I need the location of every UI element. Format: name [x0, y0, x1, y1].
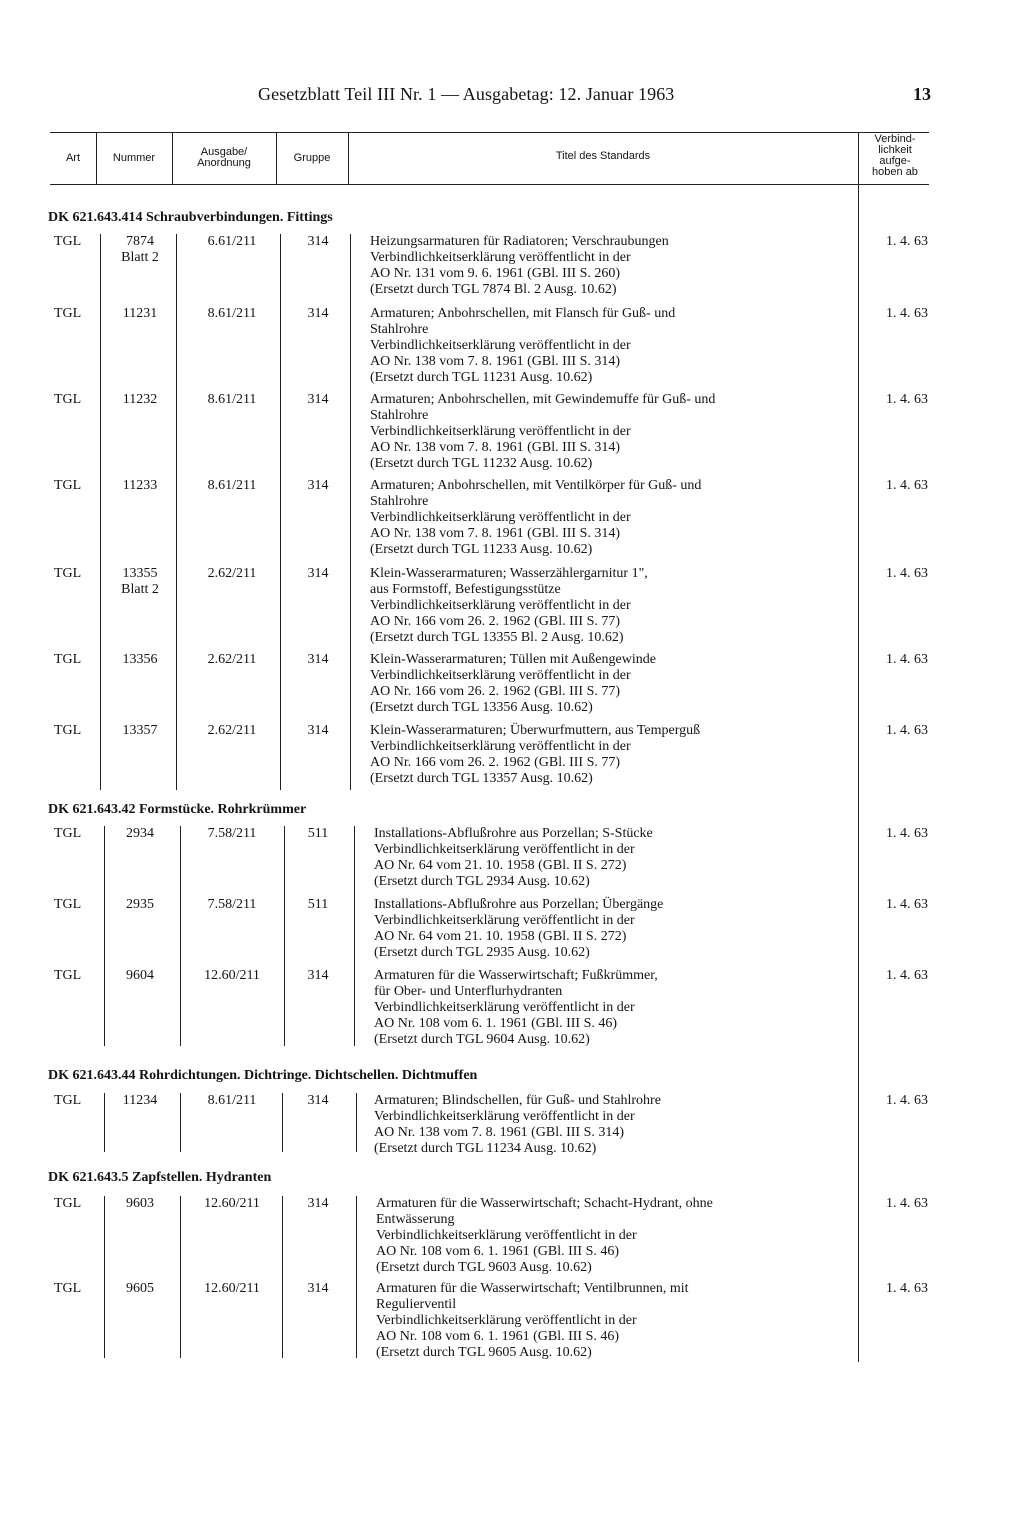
- titel-line: AO Nr. 138 vom 7. 8. 1961 (GBl. III S. 314): [374, 1125, 625, 1140]
- aufgehoben-cell: 1. 4. 63: [886, 566, 928, 581]
- titel-line: (Ersetzt durch TGL 13355 Bl. 2 Ausg. 10.62): [370, 630, 624, 645]
- titel-cell: [370, 234, 860, 298]
- titel-line: Verbindlichkeitserklärung veröffentlicht in der: [370, 338, 631, 353]
- nummer-cell: [104, 566, 176, 598]
- titel-line: Armaturen für die Wasserwirtschaft; Ventilbrunnen, mit: [376, 1281, 689, 1296]
- column-header-verbindlichkeit: Verbind- lichkeit aufge- hoben ab: [872, 133, 918, 178]
- nummer-line: 11234: [122, 1093, 158, 1108]
- titel-line: Klein-Wasserarmaturen; Überwurfmuttern, aus Temperguß: [370, 723, 701, 738]
- titel-cell: [370, 566, 860, 646]
- titel-line: AO Nr. 64 vom 21. 10. 1958 (GBl. II S. 272): [374, 929, 627, 944]
- gruppe-cell: 314: [307, 392, 329, 407]
- titel-line: Klein-Wasserarmaturen; Wasserzählergarnitur 1",: [370, 566, 648, 581]
- art-cell: TGL: [54, 306, 82, 321]
- titel-line: Verbindlichkeitserklärung veröffentlicht in der: [376, 1228, 637, 1243]
- titel-cell: [370, 306, 860, 386]
- titel-cell: [370, 478, 860, 558]
- titel-line: für Ober- und Unterflurhydranten: [374, 984, 563, 999]
- titel-line: (Ersetzt durch TGL 11232 Ausg. 10.62): [370, 456, 593, 471]
- nummer-line: 13355: [122, 566, 158, 581]
- titel-cell: [376, 1281, 866, 1361]
- column-rule: [284, 826, 285, 1046]
- titel-line: Verbindlichkeitserklärung veröffentlicht in der: [370, 510, 631, 525]
- titel-line: Installations-Abflußrohre aus Porzellan; S-Stücke: [374, 826, 653, 841]
- titel-line: Verbindlichkeitserklärung veröffentlicht in der: [370, 424, 631, 439]
- titel-line: Verbindlichkeitserklärung veröffentlicht in der: [374, 842, 635, 857]
- titel-line: AO Nr. 166 vom 26. 2. 1962 (GBl. III S. 77): [370, 684, 621, 699]
- titel-line: AO Nr. 138 vom 7. 8. 1961 (GBl. III S. 314): [370, 440, 621, 455]
- titel-cell: [374, 897, 864, 961]
- column-rule: [280, 234, 281, 790]
- titel-line: Armaturen; Anbohrschellen, mit Flansch für Guß- und: [370, 306, 676, 321]
- titel-line: (Ersetzt durch TGL 2935 Ausg. 10.62): [374, 945, 590, 960]
- column-header-nummer: Nummer: [112, 152, 156, 164]
- ausgabe-cell: 12.60/211: [204, 968, 260, 983]
- titel-cell: [370, 392, 860, 472]
- ausgabe-cell: 7.58/211: [207, 826, 257, 841]
- column-rule: [104, 1196, 105, 1358]
- column-header-ausgabe: Ausgabe/ Anordnung: [197, 146, 251, 169]
- nummer-line: 13357: [122, 723, 158, 738]
- art-cell: TGL: [54, 1281, 82, 1296]
- gruppe-cell: 511: [307, 826, 329, 841]
- nummer-cell: [104, 392, 176, 408]
- art-cell: TGL: [54, 566, 82, 581]
- titel-cell: [374, 826, 864, 890]
- titel-line: AO Nr. 166 vom 26. 2. 1962 (GBl. III S. 77): [370, 614, 621, 629]
- aufgehoben-cell: 1. 4. 63: [886, 723, 928, 738]
- nummer-cell: [104, 478, 176, 494]
- column-header-gruppe: Gruppe: [293, 152, 331, 164]
- titel-line: Armaturen; Blindschellen, für Guß- und Stahlrohre: [374, 1093, 661, 1108]
- titel-line: Verbindlichkeitserklärung veröffentlicht in der: [374, 1000, 635, 1015]
- art-cell: TGL: [54, 392, 82, 407]
- gruppe-cell: 511: [307, 897, 329, 912]
- titel-line: Verbindlichkeitserklärung veröffentlicht in der: [370, 598, 631, 613]
- ausgabe-cell: 8.61/211: [207, 392, 257, 407]
- column-rule: [104, 826, 105, 1046]
- titel-line: Regulierventil: [376, 1297, 457, 1312]
- aufgehoben-cell: 1. 4. 63: [886, 1093, 928, 1108]
- nummer-line: 11231: [122, 306, 158, 321]
- titel-line: (Ersetzt durch TGL 11231 Ausg. 10.62): [370, 370, 593, 385]
- gruppe-cell: 314: [307, 566, 329, 581]
- titel-line: Stahlrohre: [370, 322, 429, 337]
- titel-line: (Ersetzt durch TGL 7874 Bl. 2 Ausg. 10.62): [370, 282, 617, 297]
- column-rule: [100, 234, 101, 790]
- titel-line: (Ersetzt durch TGL 9603 Ausg. 10.62): [376, 1260, 592, 1275]
- art-cell: TGL: [54, 897, 82, 912]
- ausgabe-cell: 6.61/211: [207, 234, 257, 249]
- art-cell: TGL: [54, 1093, 82, 1108]
- titel-line: Verbindlichkeitserklärung veröffentlicht in der: [370, 739, 631, 754]
- nummer-cell: [104, 968, 176, 984]
- gruppe-cell: 314: [307, 968, 329, 983]
- art-cell: TGL: [54, 234, 82, 249]
- titel-line: (Ersetzt durch TGL 9604 Ausg. 10.62): [374, 1032, 590, 1047]
- ausgabe-cell: 12.60/211: [204, 1281, 260, 1296]
- titel-cell: [376, 1196, 866, 1276]
- page-header-title: Gesetzblatt Teil III Nr. 1 — Ausgabetag: 12. Januar 1963: [258, 84, 675, 104]
- titel-cell: [370, 652, 860, 716]
- gruppe-cell: 314: [307, 723, 329, 738]
- aufgehoben-cell: 1. 4. 63: [886, 234, 928, 249]
- titel-line: AO Nr. 108 vom 6. 1. 1961 (GBl. III S. 46): [374, 1016, 618, 1031]
- nummer-cell: [104, 897, 176, 913]
- section-heading: DK 621.643.414 Schraubverbindungen. Fittings: [48, 210, 333, 225]
- art-cell: TGL: [54, 826, 82, 841]
- titel-line: Armaturen für die Wasserwirtschaft; Fußkrümmer,: [374, 968, 658, 983]
- aufgehoben-cell: 1. 4. 63: [886, 1281, 928, 1296]
- gruppe-cell: 314: [307, 1281, 329, 1296]
- nummer-cell: [104, 723, 176, 739]
- gruppe-cell: 314: [307, 652, 329, 667]
- aufgehoben-cell: 1. 4. 63: [886, 478, 928, 493]
- nummer-cell: [104, 1093, 176, 1109]
- titel-line: Verbindlichkeitserklärung veröffentlicht in der: [376, 1313, 637, 1328]
- titel-line: AO Nr. 138 vom 7. 8. 1961 (GBl. III S. 314): [370, 526, 621, 541]
- column-rule: [356, 1196, 357, 1358]
- nummer-line: 7874: [126, 234, 154, 249]
- nummer-cell: [104, 652, 176, 668]
- titel-cell: [374, 968, 864, 1048]
- titel-line: Verbindlichkeitserklärung veröffentlicht in der: [374, 1109, 635, 1124]
- titel-line: Armaturen; Anbohrschellen, mit Ventilkörper für Guß- und: [370, 478, 702, 493]
- titel-line: Verbindlichkeitserklärung veröffentlicht in der: [374, 913, 635, 928]
- nummer-line: 9605: [126, 1281, 154, 1296]
- titel-line: Verbindlichkeitserklärung veröffentlicht in der: [370, 668, 631, 683]
- nummer-cell: [104, 1281, 176, 1297]
- nummer-line: 9603: [126, 1196, 154, 1211]
- titel-line: (Ersetzt durch TGL 2934 Ausg. 10.62): [374, 874, 590, 889]
- titel-cell: [370, 723, 860, 787]
- aufgehoben-cell: 1. 4. 63: [886, 652, 928, 667]
- aufgehoben-cell: 1. 4. 63: [886, 897, 928, 912]
- aufgehoben-cell: 1. 4. 63: [886, 1196, 928, 1211]
- art-cell: TGL: [54, 723, 82, 738]
- titel-line: Verbindlichkeitserklärung veröffentlicht in der: [370, 250, 631, 265]
- column-rule: [180, 826, 181, 1046]
- nummer-line: Blatt 2: [121, 250, 159, 265]
- section-heading: DK 621.643.5 Zapfstellen. Hydranten: [48, 1170, 272, 1185]
- ausgabe-cell: 8.61/211: [207, 1093, 257, 1108]
- nummer-line: 2934: [126, 826, 154, 841]
- titel-line: AO Nr. 64 vom 21. 10. 1958 (GBl. II S. 272): [374, 858, 627, 873]
- section-heading: DK 621.643.42 Formstücke. Rohrkrümmer: [48, 802, 307, 817]
- nummer-cell: [104, 234, 176, 266]
- titel-line: Installations-Abflußrohre aus Porzellan; Übergänge: [374, 897, 664, 912]
- titel-line: (Ersetzt durch TGL 9605 Ausg. 10.62): [376, 1345, 592, 1360]
- aufgehoben-cell: 1. 4. 63: [886, 826, 928, 841]
- ausgabe-cell: 8.61/211: [207, 306, 257, 321]
- titel-line: Stahlrohre: [370, 494, 429, 509]
- column-rule: [356, 1093, 357, 1152]
- nummer-line: 9604: [126, 968, 154, 983]
- titel-line: Armaturen; Anbohrschellen, mit Gewindemuffe für Guß- und: [370, 392, 716, 407]
- titel-line: AO Nr. 108 vom 6. 1. 1961 (GBl. III S. 46): [376, 1329, 620, 1344]
- header-bottom-rule: [50, 184, 929, 185]
- nummer-line: 13356: [122, 652, 158, 667]
- page-number: 13: [913, 84, 931, 104]
- aufgehoben-cell: 1. 4. 63: [886, 968, 928, 983]
- ausgabe-cell: 12.60/211: [204, 1196, 260, 1211]
- aufgehoben-cell: 1. 4. 63: [886, 306, 928, 321]
- nummer-cell: [104, 306, 176, 322]
- art-cell: TGL: [54, 652, 82, 667]
- column-header-art: Art: [65, 152, 81, 164]
- column-rule: [180, 1196, 181, 1358]
- column-rule: [350, 234, 351, 790]
- gruppe-cell: 314: [307, 1196, 329, 1211]
- titel-cell: [374, 1093, 864, 1157]
- column-rule: [180, 1093, 181, 1152]
- titel-line: Stahlrohre: [370, 408, 429, 423]
- titel-line: (Ersetzt durch TGL 13357 Ausg. 10.62): [370, 771, 593, 786]
- column-rule: [282, 1093, 283, 1152]
- column-rule: [176, 234, 177, 790]
- titel-line: (Ersetzt durch TGL 11234 Ausg. 10.62): [374, 1141, 597, 1156]
- titel-line: Entwässerung: [376, 1212, 455, 1227]
- art-cell: TGL: [54, 968, 82, 983]
- titel-line: AO Nr. 108 vom 6. 1. 1961 (GBl. III S. 46): [376, 1244, 620, 1259]
- ausgabe-cell: 2.62/211: [207, 566, 257, 581]
- nummer-cell: [104, 826, 176, 842]
- titel-line: AO Nr. 166 vom 26. 2. 1962 (GBl. III S. 77): [370, 755, 621, 770]
- ausgabe-cell: 8.61/211: [207, 478, 257, 493]
- section-heading: DK 621.643.44 Rohrdichtungen. Dichtringe. Dichtschellen. Dichtmuffen: [48, 1068, 478, 1083]
- column-rule: [354, 826, 355, 1046]
- aufgehoben-cell: 1. 4. 63: [886, 392, 928, 407]
- art-cell: TGL: [54, 478, 82, 493]
- titel-line: Klein-Wasserarmaturen; Tüllen mit Außengewinde: [370, 652, 656, 667]
- art-cell: TGL: [54, 1196, 82, 1211]
- header-top-rule: [50, 132, 929, 133]
- titel-line: Heizungsarmaturen für Radiatoren; Verschraubungen: [370, 234, 669, 249]
- gruppe-cell: 314: [307, 478, 329, 493]
- nummer-line: Blatt 2: [121, 582, 159, 597]
- titel-line: Armaturen für die Wasserwirtschaft; Schacht-Hydrant, ohne: [376, 1196, 713, 1211]
- column-header-titel: Titel des Standards: [555, 150, 651, 162]
- nummer-line: 11233: [122, 478, 158, 493]
- titel-line: (Ersetzt durch TGL 13356 Ausg. 10.62): [370, 700, 593, 715]
- nummer-line: 11232: [122, 392, 158, 407]
- gruppe-cell: 314: [307, 306, 329, 321]
- gruppe-cell: 314: [307, 1093, 329, 1108]
- titel-line: AO Nr. 131 vom 9. 6. 1961 (GBl. III S. 260): [370, 266, 621, 281]
- titel-line: (Ersetzt durch TGL 11233 Ausg. 10.62): [370, 542, 593, 557]
- column-rule: [282, 1196, 283, 1358]
- gruppe-cell: 314: [307, 234, 329, 249]
- nummer-line: 2935: [126, 897, 154, 912]
- nummer-cell: [104, 1196, 176, 1212]
- titel-line: aus Formstoff, Befestigungsstütze: [370, 582, 561, 597]
- titel-line: AO Nr. 138 vom 7. 8. 1961 (GBl. III S. 314): [370, 354, 621, 369]
- ausgabe-cell: 2.62/211: [207, 652, 257, 667]
- ausgabe-cell: 2.62/211: [207, 723, 257, 738]
- ausgabe-cell: 7.58/211: [207, 897, 257, 912]
